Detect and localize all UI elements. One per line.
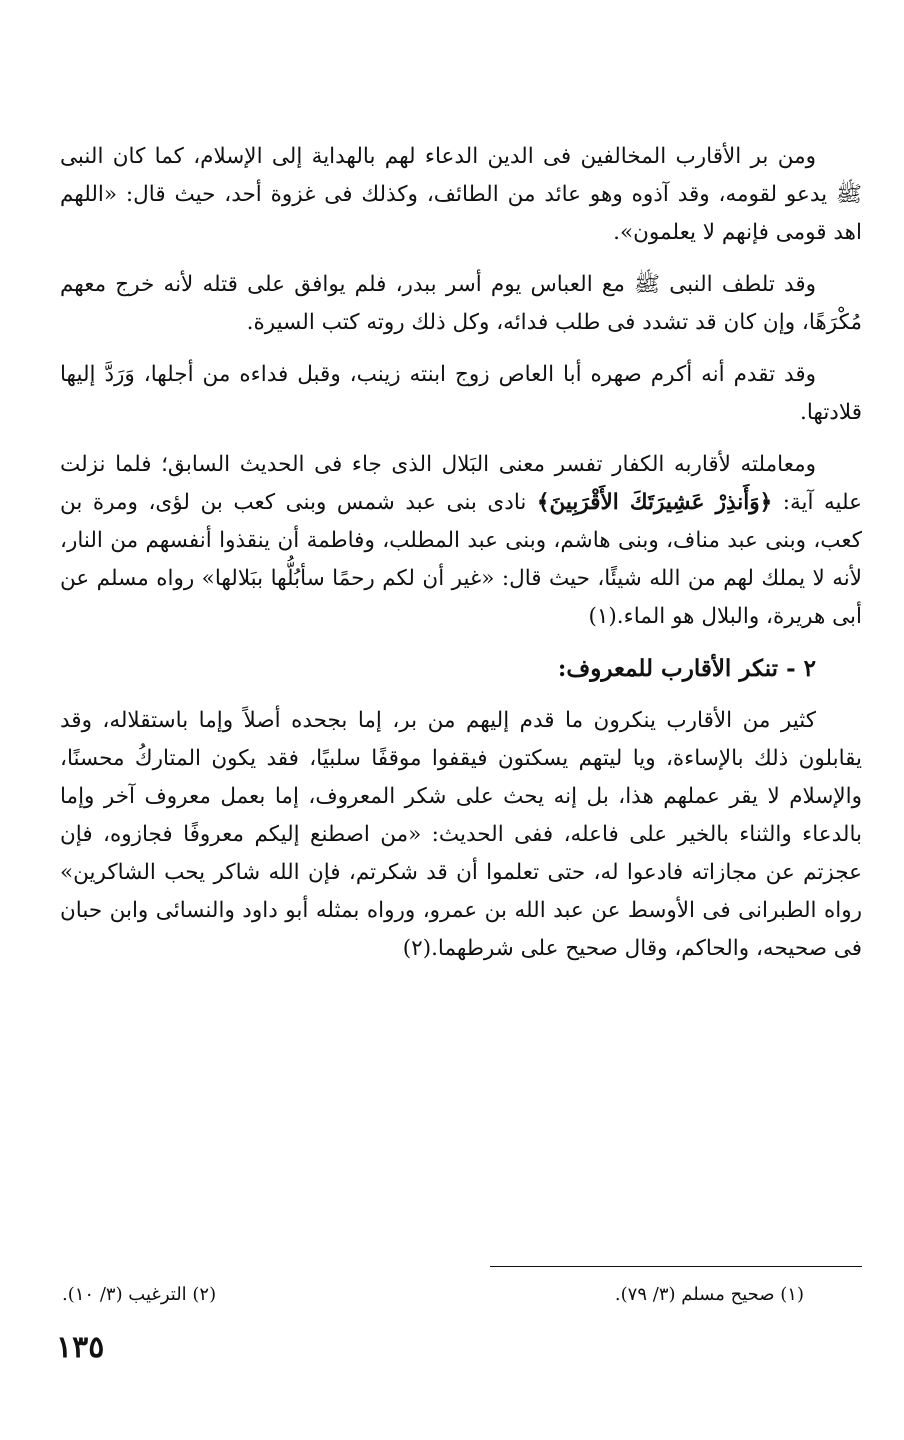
footnote-ref-2: (٢) (402, 936, 432, 961)
paragraph-5-text: كثير من الأقارب ينكرون ما قدم إليهم من بر، إما بجحده أصلاً وإما باستقلاله، وقد يقابلون ذلك بالإساءة، ويا ليتهم يسكتون فيقفوا موقفًا سلبيًا، فقد يكون المتاركُ محسنًا، والإسلام لا يقر عملهم هذا، بل إنه يحث على شكر المعروف، إما بعمل معروف آخر وإما بالدعاء والثناء بالخير على فاعله، ففى الحديث: «من اصطنع إليكم معروفًا فجازوه، فإن عجزتم عن مجازاته فادعوا له، حتى تعلموا أن قد شكرتم، فإن الله شاكر يحب الشاكرين» رواه الطبرانى فى الأوسط عن عبد الله بن عمرو، ورواه بمثله أبو داود والنسائى وابن حبان فى صحيحه، والحاكم، وقال صحيح على شرطهما. (60, 708, 862, 961)
footnotes (60, 1284, 862, 1305)
footnote-2: (٢) الترغيب (٣/ ١٠). (62, 1284, 217, 1305)
paragraph-4-text-before: ومعاملته لأقاربه الكفار تفسر معنى البَلال الذى جاء فى الحديث السابق؛ فلما نزلت عليه آية: (60, 452, 862, 515)
footnote-1: (١) صحيح مسلم (٣/ ٧٩). (614, 1284, 804, 1305)
paragraph-3: وقد تقدم أنه أكرم صهره أبا العاص زوج ابنته زينب، وقبل فداءه من أجلها، وَرَدَّ إليها قلادتها. (60, 362, 862, 425)
paragraph-1: ومن بر الأقارب المخالفين فى الدين الدعاء لهم بالهداية إلى الإسلام، كما كان النبى ﷺ يدعو لقومه، وقد آذوه وهو عائد من الطائف، وكذلك فى غزوة أحد، حيث قال: «اللهم اهد قومى فإنهم لا يعلمون». (60, 144, 862, 245)
paragraph-4-text-after: نادى بنى عبد شمس وبنى كعب بن لؤى، ومرة بن كعب، وبنى عبد مناف، وبنى هاشم، وبنى عبد المطلب، وفاطمة أن ينقذوا أنفسهم من النار، لأنه لا يملك لهم من الله شيئًا، حيث قال: «غير أن لكم رحمًا سأبُلُّها ببَلالها» رواه مسلم عن أبى هريرة، والبلال هو الماء. (60, 490, 862, 629)
body-text (60, 138, 862, 968)
paragraph-2: وقد تلطف النبى ﷺ مع العباس يوم أسر ببدر، فلم يوافق على قتله لأنه خرج معهم مُكْرَهًا، وإن كان قد تشدد فى طلب فدائه، وكل ذلك روته كتب السيرة. (60, 272, 862, 335)
paragraph-4 (60, 446, 862, 636)
section-heading: ٢ - تنكر الأقارب للمعروف: (557, 655, 816, 682)
footnote-divider (490, 1266, 862, 1267)
footnote-ref-1: (١) (588, 604, 617, 629)
quran-verse: ﴿وَأَنذِرْ عَشِيرَتَكَ الأَقْرَبِينَ﴾ (536, 490, 773, 515)
paragraph-5 (60, 702, 862, 968)
page-number: ١٣٥ (56, 1330, 105, 1365)
